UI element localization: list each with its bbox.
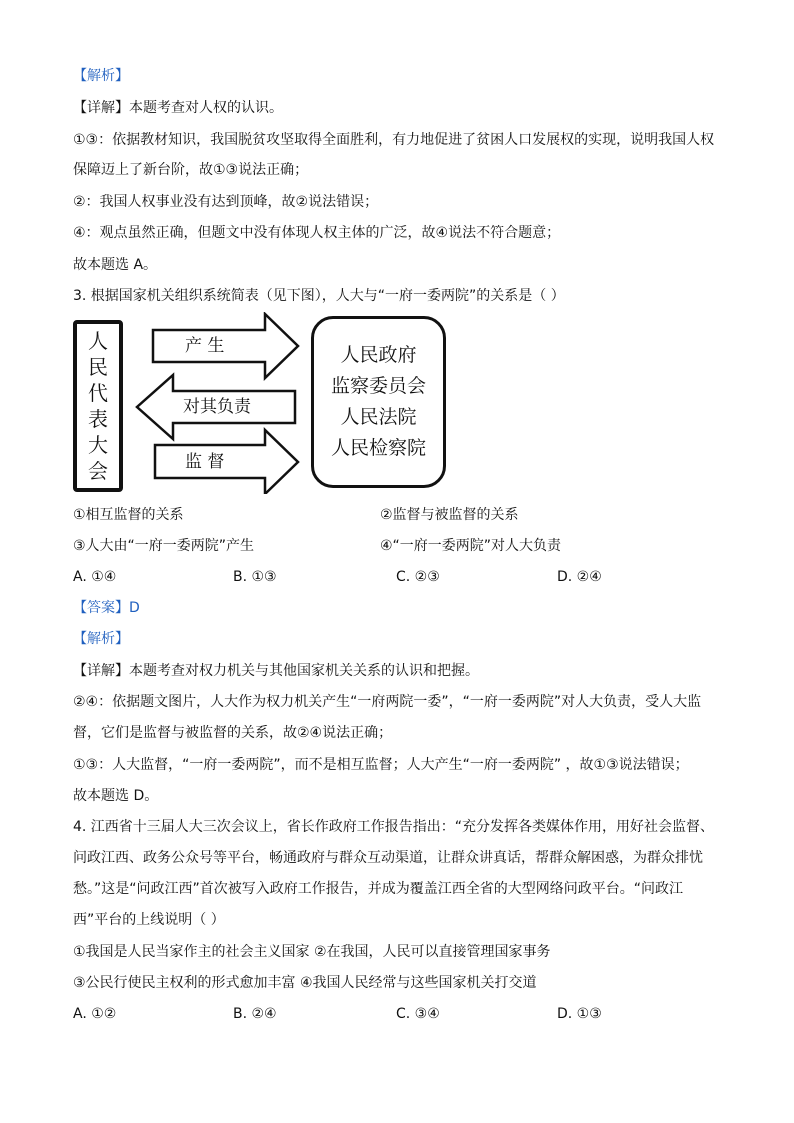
option-d: D. ①③	[557, 1006, 602, 1022]
npc-char: 大	[88, 433, 108, 457]
analysis-paragraph: ①③：依据教材知识，我国脱贫攻坚取得全面胜利，有力地促进了贫困人口发展权的实现，说明我国人权	[73, 132, 715, 148]
statements-3-4: ③公民行使民主权利的形式愈加丰富 ④我国人民经常与这些国家机关打交道	[73, 975, 537, 991]
analysis-paragraph: ①③：人大监督，“一府一委两院”，而不是相互监督；人大产生“一府一委两院” ，故①③说法错误；	[73, 757, 689, 773]
statement-1: ①相互监督的关系	[73, 507, 184, 523]
organ-name: 监察委员会	[330, 375, 426, 397]
arrow-right-supervise	[155, 430, 298, 494]
analysis-detail: 【详解】本题考查对人权的认识。	[73, 100, 283, 116]
analysis-paragraph: ②④：依据题文图片，人大作为权力机关产生“一府两院一委”，“一府一委两院”对人大负责，受人大监	[73, 694, 702, 710]
statement-2: ②监督与被监督的关系	[380, 507, 519, 523]
state-organs-box	[311, 316, 446, 488]
organ-name: 人民检察院	[330, 437, 426, 459]
organ-name: 人民法院	[340, 406, 417, 428]
question-4-stem: 问政江西、政务公众号等平台，畅通政府与群众互动渠道，让群众讲真话，帮群众解困惑，为群众排忧	[73, 850, 703, 866]
analysis-tag: 【解析】	[73, 68, 129, 84]
analysis-paragraph: ②：我国人权事业没有达到顶峰，故②说法错误；	[73, 194, 379, 210]
analysis-paragraph: 督，它们是监督与被监督的关系，故②④说法正确；	[73, 725, 393, 741]
answer: 【答案】D	[73, 600, 140, 616]
option-d: D. ②④	[557, 569, 602, 585]
question-4-stem: 4. 江西省十三届人大三次会议上，省长作政府工作报告指出：“充分发挥各类媒体作用，用好社会监督、	[73, 819, 715, 835]
analysis-tag: 【解析】	[73, 631, 129, 647]
option-a: A. ①②	[73, 1006, 117, 1022]
analysis-conclusion: 故本题选 D。	[73, 788, 159, 804]
statement-3: ③人大由“一府一委两院”产生	[73, 538, 255, 554]
analysis-paragraph: 保障迈上了新台阶，故①③说法正确；	[73, 162, 309, 178]
analysis-paragraph: ④：观点虽然正确，但题文中没有体现人权主体的广泛，故④说法不符合题意；	[73, 225, 561, 241]
npc-char: 表	[88, 407, 108, 431]
option-b: B. ②④	[233, 1006, 277, 1022]
npc-char: 会	[88, 459, 108, 483]
question-3-stem: 3. 根据国家机关组织系统简表（见下图），人大与“一府一委两院”的关系是（ ）	[73, 288, 565, 304]
npc-box	[73, 320, 123, 492]
npc-char: 人	[88, 329, 108, 353]
statements-1-2: ①我国是人民当家作主的社会主义国家 ②在我国，人民可以直接管理国家事务	[73, 944, 551, 960]
statement-4: ④“一府一委两院”对人大负责	[380, 538, 562, 554]
arrow-label-produce: 产 生	[185, 336, 225, 356]
arrow-label-supervise: 监 督	[185, 452, 225, 472]
option-b: B. ①③	[233, 569, 277, 585]
analysis-detail: 【详解】本题考查对权力机关与其他国家机关关系的认识和把握。	[73, 663, 479, 679]
arrow-label-responsible: 对其负责	[183, 397, 251, 417]
option-c: C. ②③	[396, 569, 440, 585]
organ-name: 人民政府	[340, 344, 417, 366]
option-a: A. ①④	[73, 569, 117, 585]
arrow-right-produce	[153, 314, 298, 378]
question-4-stem: 愁。”这是“问政江西”首次被写入政府工作报告，并成为覆盖江西全省的大型网络问政平台。“问政江	[73, 881, 684, 897]
option-c: C. ③④	[396, 1006, 440, 1022]
question-4-stem: 西”平台的上线说明（ ）	[73, 912, 225, 928]
npc-char: 民	[88, 355, 108, 379]
analysis-conclusion: 故本题选 A。	[73, 257, 158, 273]
npc-char: 代	[88, 381, 108, 405]
state-organs-diagram	[73, 312, 453, 494]
